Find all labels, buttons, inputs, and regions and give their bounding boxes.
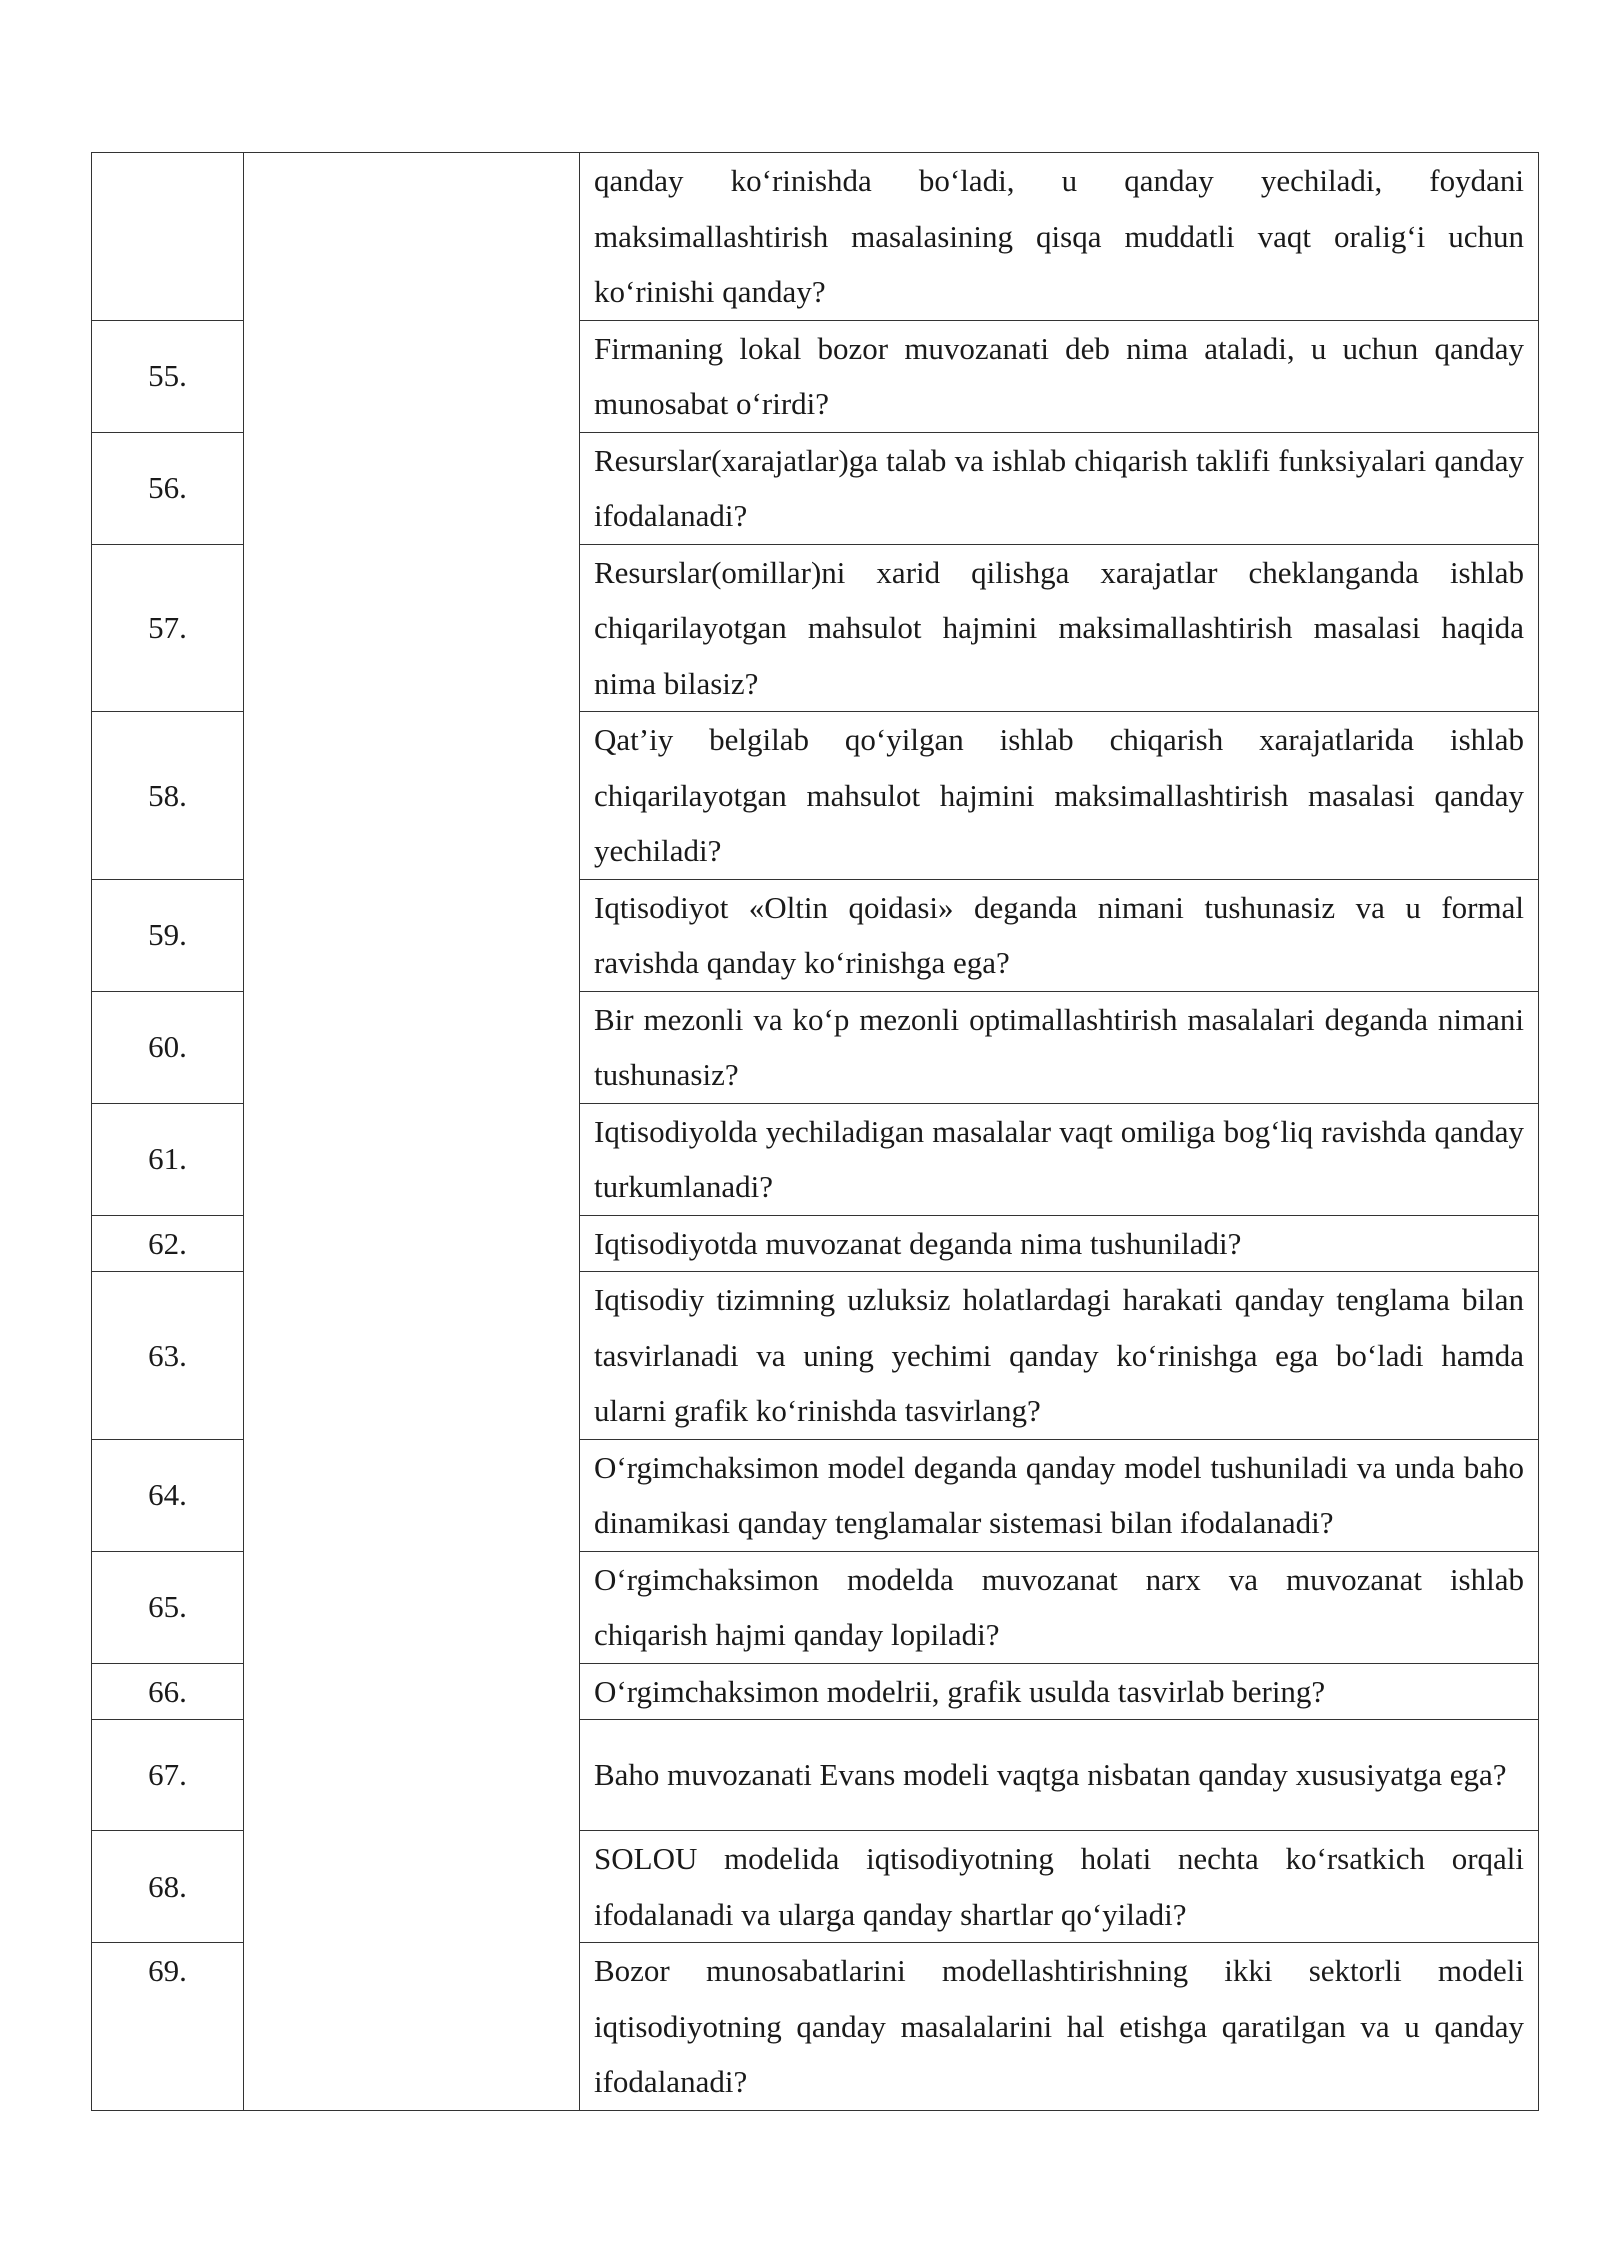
questions-table <box>91 152 1539 2111</box>
question-text: SOLOU modelida iqtisodiyotning holati nechta ko‘rsatkich orqali ifodalanadi va ularga qanday shartlar qo‘yiladi? <box>594 1841 1524 1932</box>
row-number: 69. <box>92 1943 244 2111</box>
row-number: 55. <box>92 320 244 432</box>
question-cell <box>580 1663 1539 1720</box>
question-text: qanday ko‘rinishda bo‘ladi, u qanday yechiladi, foydani maksimallashtirish masalasining qisqa muddatli vaqt oralig‘i uchun ko‘rinishi qanday? <box>594 163 1524 309</box>
question-cell <box>580 153 1539 321</box>
question-text: Iqtisodiyolda yechiladigan masalalar vaqt omiliga bog‘liq ravishda qanday turkumlanadi? <box>594 1113 1524 1204</box>
question-text: Resurslar(omillar)ni xarid qilishga xarajatlar cheklanganda ishlab chiqarilayotgan mahsulot hajmini maksimallashtirish masalasi haqida nima bilasiz? <box>594 554 1524 701</box>
question-cell <box>580 1215 1539 1272</box>
row-number: 61. <box>92 1103 244 1215</box>
question-text: Bozor munosabatlarini modellashtirishning ikki sektorli modeli iqtisodiyotning qanday masalalarini hal etishga qaratilgan va u qanday ifodalanadi? <box>594 1953 1524 2099</box>
question-cell <box>580 879 1539 991</box>
row-number: 60. <box>92 991 244 1103</box>
row-number: 56. <box>92 432 244 544</box>
question-text: O‘rgimchaksimon modelrii, grafik usulda tasvirlab bering? <box>594 1673 1326 1709</box>
row-number: 66. <box>92 1663 244 1720</box>
row-number: 67. <box>92 1720 244 1831</box>
question-text: Iqtisodiy tizimning uzluksiz holatlardagi harakati qanday tenglama bilan tasvirlanadi va uning yechimi qanday ko‘rinishga ega bo‘ladi hamda ularni grafik ko‘rinishda tasvirlang? <box>594 1282 1524 1428</box>
question-text: O‘rgimchaksimon model deganda qanday model tushuniladi va unda baho dinamikasi qanday tenglamalar sistemasi bilan ifodalanadi? <box>594 1449 1524 1540</box>
question-cell <box>580 320 1539 432</box>
question-text: Qat’iy belgilab qo‘yilgan ishlab chiqarish xarajatlarida ishlab chiqarilayotgan mahsulot hajmini maksimallashtirish masalasi qanday yechiladi? <box>594 722 1524 868</box>
row-number: 57. <box>92 544 244 712</box>
topic-column-cell <box>244 153 580 2111</box>
row-number: 65. <box>92 1551 244 1663</box>
question-cell <box>580 1551 1539 1663</box>
question-text: Iqtisodiyot «Oltin qoidasi» deganda nimani tushunasiz va u formal ravishda qanday ko‘rinishga ega? <box>594 889 1524 980</box>
row-number: 62. <box>92 1215 244 1272</box>
question-cell <box>580 1831 1539 1943</box>
row-number <box>92 153 244 321</box>
question-text: O‘rgimchaksimon modelda muvozanat narx va muvozanat ishlab chiqarish hajmi qanday lopiladi? <box>594 1561 1524 1652</box>
question-text: Firmaning lokal bozor muvozanati deb nima ataladi, u uchun qanday munosabat o‘rirdi? <box>594 330 1524 421</box>
question-cell <box>580 1439 1539 1551</box>
question-cell <box>580 1272 1539 1440</box>
questions-table-body <box>92 153 1539 2111</box>
table-row <box>92 153 1539 321</box>
question-cell <box>580 544 1539 712</box>
question-cell <box>580 1943 1539 2111</box>
question-text: Resurslar(xarajatlar)ga talab va ishlab chiqarish taklifi funksiyalari qanday ifodalanadi? <box>594 442 1524 533</box>
question-text: Iqtisodiyotda muvozanat deganda nima tushuniladi? <box>594 1225 1242 1261</box>
question-cell <box>580 712 1539 880</box>
row-number: 59. <box>92 879 244 991</box>
question-cell <box>580 1103 1539 1215</box>
row-number: 64. <box>92 1439 244 1551</box>
row-number: 68. <box>92 1831 244 1943</box>
question-cell <box>580 1720 1539 1831</box>
question-text: Baho muvozanati Evans modeli vaqtga nisbatan qanday xususiyatga ega? <box>594 1757 1507 1793</box>
row-number: 58. <box>92 712 244 880</box>
row-number: 63. <box>92 1272 244 1440</box>
question-cell <box>580 432 1539 544</box>
question-text: Bir mezonli va ko‘p mezonli optimallashtirish masalalari deganda nimani tushunasiz? <box>594 1001 1524 1092</box>
question-cell <box>580 991 1539 1103</box>
